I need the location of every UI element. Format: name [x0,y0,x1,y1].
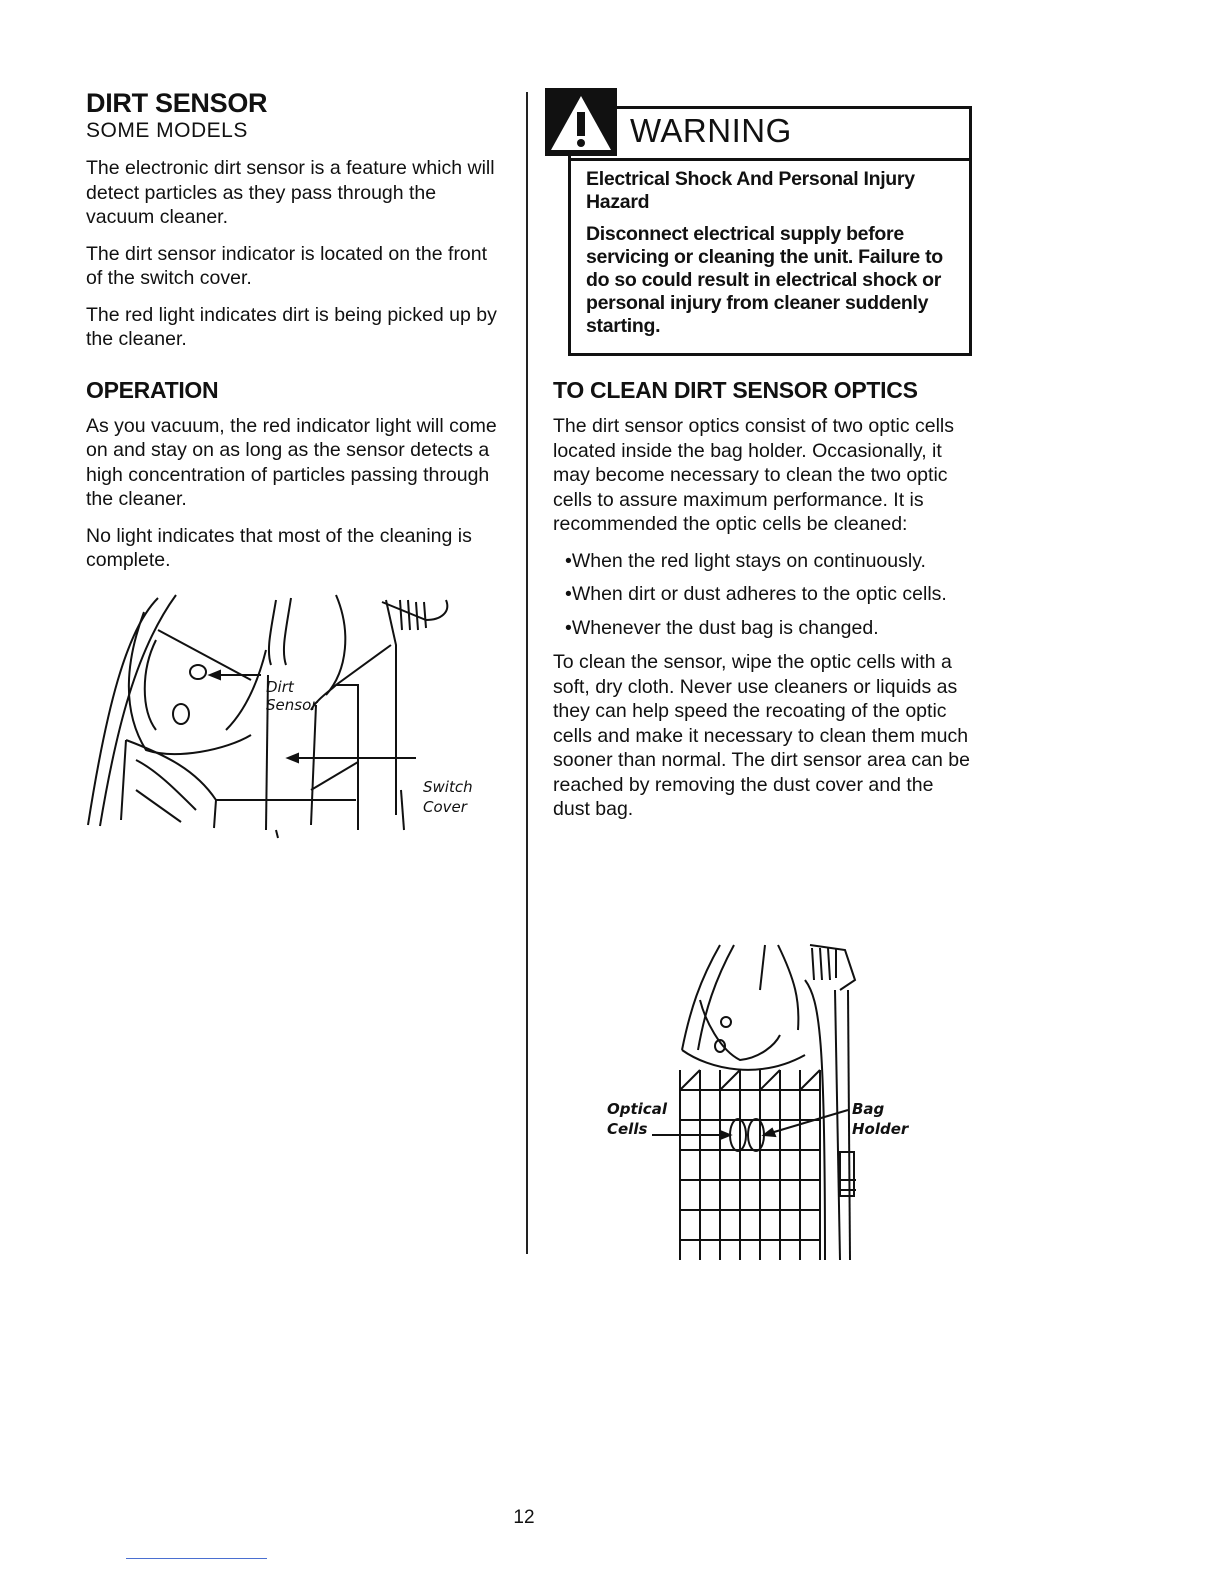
warning-instruction: Disconnect electrical supply before servicing or cleaning the unit. Failure to do so could result in electrical shock or personal injury from cleaner suddenly starting. [586,223,943,337]
right-column [553,376,973,834]
holder-label: Holder [852,1120,909,1138]
dirt-sensor-figure [86,590,506,850]
list-item: •When the red light stays on continuously. [565,549,926,572]
footer-rule [126,1558,267,1559]
list-item: •When dirt or dust adheres to the optic cells. [565,583,947,605]
optical-label: Optical [607,1100,667,1118]
operation-paragraph-1: As you vacuum, the red indicator light will come on and stay on as long as the sensor detects a high concentration of particles passing through the cleaner. [86,414,497,510]
switch-label: Switch [423,778,473,796]
intro-paragraph-2: The dirt sensor indicator is located on the front of the switch cover. [86,242,488,289]
sensor-label: Sensor [266,696,318,714]
dirt-label: Dirt [266,678,294,696]
operation-paragraph-2: No light indicates that most of the cleaning is complete. [86,524,472,571]
page-subtitle: SOME MODELS [86,119,248,142]
intro-paragraph-3: The red light indicates dirt is being picked up by the cleaner. [86,303,497,350]
list-item: •Whenever the dust bag is changed. [565,616,879,639]
bag-label: Bag [852,1100,885,1118]
page-number: 12 [513,1507,535,1528]
left-column [86,88,506,585]
cover-label: Cover [423,798,467,816]
warning-title: WARNING [630,112,792,149]
operation-heading: OPERATION [86,376,219,403]
warning-hazard: Electrical Shock And Personal Injury Hazard [586,168,915,213]
intro-paragraph-1: The electronic dirt sensor is a feature which will detect particles as they pass through the vacuum cleaner. [86,157,495,228]
cleaning-instructions: To clean the sensor, wipe the optic cells with a soft, dry cloth. Never use cleaners or liquids as they can help speed the recoating of the optic cells and make it necessary to clean them much sooner than normal. The dirt sensor area can be reached by removing the dust cover and the dust bag. [553,651,970,820]
column-divider [526,92,528,1254]
clean-optics-intro: The dirt sensor optics consist of two optic cells located inside the bag holder. Occasionally, it may become necessary to clean the two optic cells to assure maximum performance. It is recommended the optic cells be cleaned: [553,415,954,535]
optical-cells-figure [600,940,920,1265]
warning-text [586,168,956,347]
cells-label: Cells [607,1120,648,1138]
clean-optics-heading: TO CLEAN DIRT SENSOR OPTICS [553,377,918,403]
page-title: DIRT SENSOR [86,88,268,118]
warning-rule [568,158,972,161]
warning-triangle-icon [545,88,617,156]
clean-conditions-list [565,549,973,641]
